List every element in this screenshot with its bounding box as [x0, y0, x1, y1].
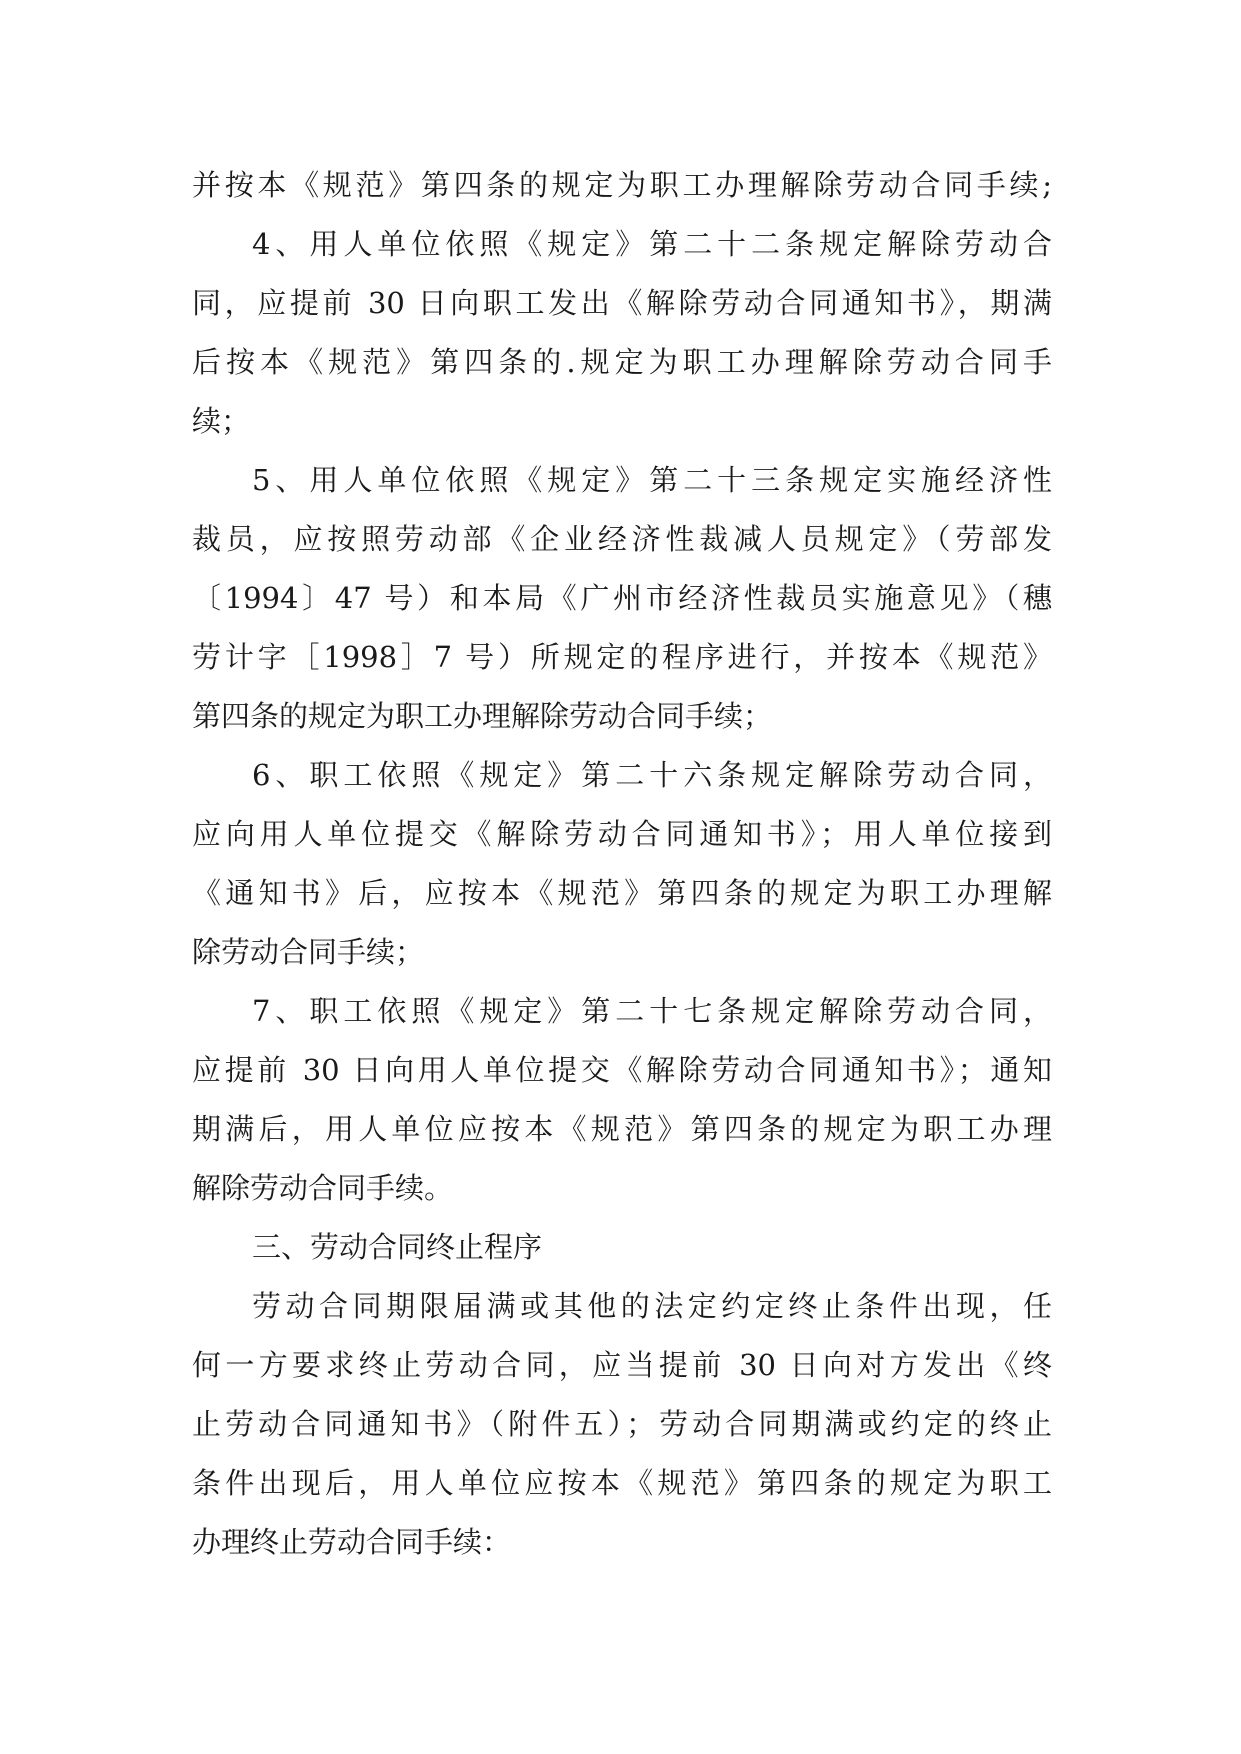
text-line: 何一方要求终止劳动合同，应当提前 30 日向对方发出《终: [192, 1348, 1052, 1382]
text-line: 6、职工依照《规定》第二十六条规定解除劳动合同，: [252, 758, 1052, 792]
text-line: 第四条的规定为职工办理解除劳动合同手续；: [192, 699, 773, 733]
text-line: 《通知书》后，应按本《规范》第四条的规定为职工办理解: [192, 876, 1052, 910]
text-line: 止劳动合同通知书》（附件五）；劳动合同期满或约定的终止: [192, 1407, 1052, 1441]
text-line: 劳计字［1998］7 号）所规定的程序进行，并按本《规范》: [192, 640, 1052, 674]
text-line: 期满后，用人单位应按本《规范》第四条的规定为职工办理: [192, 1112, 1052, 1146]
text-line: 并按本《规范》第四条的规定为职工办理解除劳动合同手续;: [192, 168, 1052, 202]
text-line: 条件出现后，用人单位应按本《规范》第四条的规定为职工: [192, 1466, 1052, 1500]
text-line: 劳动合同期限届满或其他的法定约定终止条件出现，任: [252, 1289, 1052, 1323]
text-line: 4、用人单位依照《规定》第二十二条规定解除劳动合: [252, 227, 1052, 261]
text-line: 后按本《规范》第四条的.规定为职工办理解除劳动合同手: [192, 345, 1052, 379]
document-body: [192, 156, 1052, 1572]
text-line: 应向用人单位提交《解除劳动合同通知书》；用人单位接到: [192, 817, 1052, 851]
text-line: 办理终止劳动合同手续：: [192, 1525, 512, 1559]
text-line: 同，应提前 30 日向职工发出《解除劳动合同通知书》，期满: [192, 286, 1052, 320]
text-line: 5、用人单位依照《规定》第二十三条规定实施经济性: [252, 463, 1052, 497]
section-heading: 三、劳动合同终止程序: [252, 1230, 543, 1264]
text-line: 应提前 30 日向用人单位提交《解除劳动合同通知书》；通知: [192, 1053, 1052, 1087]
text-line: 7、职工依照《规定》第二十七条规定解除劳动合同，: [252, 994, 1052, 1028]
text-line: 续；: [192, 404, 251, 438]
text-line: 解除劳动合同手续。: [192, 1171, 454, 1205]
text-line: 裁员，应按照劳动部《企业经济性裁减人员规定》（劳部发: [192, 522, 1052, 556]
text-line: 〔1994〕47 号）和本局《广州市经济性裁员实施意见》（穗: [192, 581, 1052, 615]
text-line: 除劳动合同手续；: [192, 935, 425, 969]
